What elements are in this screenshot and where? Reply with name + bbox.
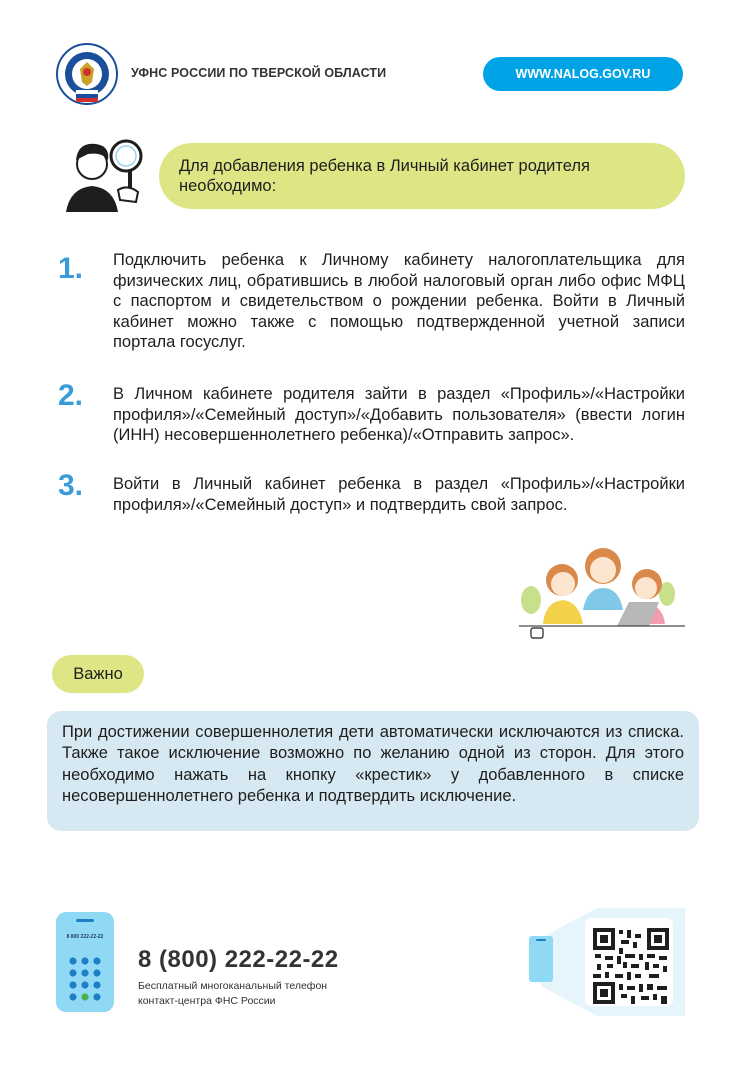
phone-icon [56, 912, 114, 1012]
step-1-text: Подключить ребенка к Личному кабинету налогоплательщика для физических лиц, обратившись в любой налоговый орган либо офис МФЦ с паспортом и свидетельством о рождении ребенка. Войти в Личный кабинет можно также с помощью подтвержденной учетной записи портала госуслуг. [113, 251, 685, 351]
important-note: При достижении совершеннолетия дети автоматически исключаются из списка. Также такое исключение возможно по желанию одной из сторон. Для этого необходимо нажать на кнопку «крестик» у добавленного в списке несовершеннолетнего ребенка и подтвердить исключение. [47, 711, 699, 831]
important-badge: Важно [52, 655, 144, 693]
hotline-number[interactable]: 8 (800) 222-22-22 [138, 946, 339, 973]
step-3-text: Войти в Личный кабинет ребенка в раздел «Профиль»/«Настройки профиля»/«Семейный доступ» и подтвердить свой запрос. [113, 475, 685, 514]
qr-code-panel [527, 908, 685, 1016]
family-laptop-illustration [517, 540, 687, 640]
magnifier-person-illustration [58, 130, 150, 212]
hotline-caption [138, 979, 398, 1008]
step-2-text: В Личном кабинете родителя зайти в раздел «Профиль»/«Настройки профиля»/«Семейный доступ»/«Добавить пользователя» (ввести логин (ИНН) несовершеннолетнего ребенка)/«Отправить запрос». [113, 385, 685, 444]
hotline-caption-line-2: контакт-центра ФНС России [138, 994, 276, 1007]
hotline-caption-line-1: Бесплатный многоканальный телефон [138, 980, 328, 992]
qr-code-icon[interactable] [593, 928, 669, 1004]
step-3-number: 3. [58, 469, 84, 502]
fns-emblem-icon [56, 42, 118, 108]
phone-screen-number: 8 800 222-22-22 [66, 934, 104, 940]
org-name: УФНС РОССИИ ПО ТВЕРСКОЙ ОБЛАСТИ [131, 66, 387, 80]
phone-speaker [76, 919, 94, 922]
step-2-number: 2. [58, 379, 84, 412]
intro-callout: Для добавления ребенка в Личный кабинет родителя необходимо: [159, 143, 685, 209]
site-link-button[interactable]: WWW.NALOG.GOV.RU [483, 57, 683, 91]
step-1-number: 1. [58, 252, 84, 285]
